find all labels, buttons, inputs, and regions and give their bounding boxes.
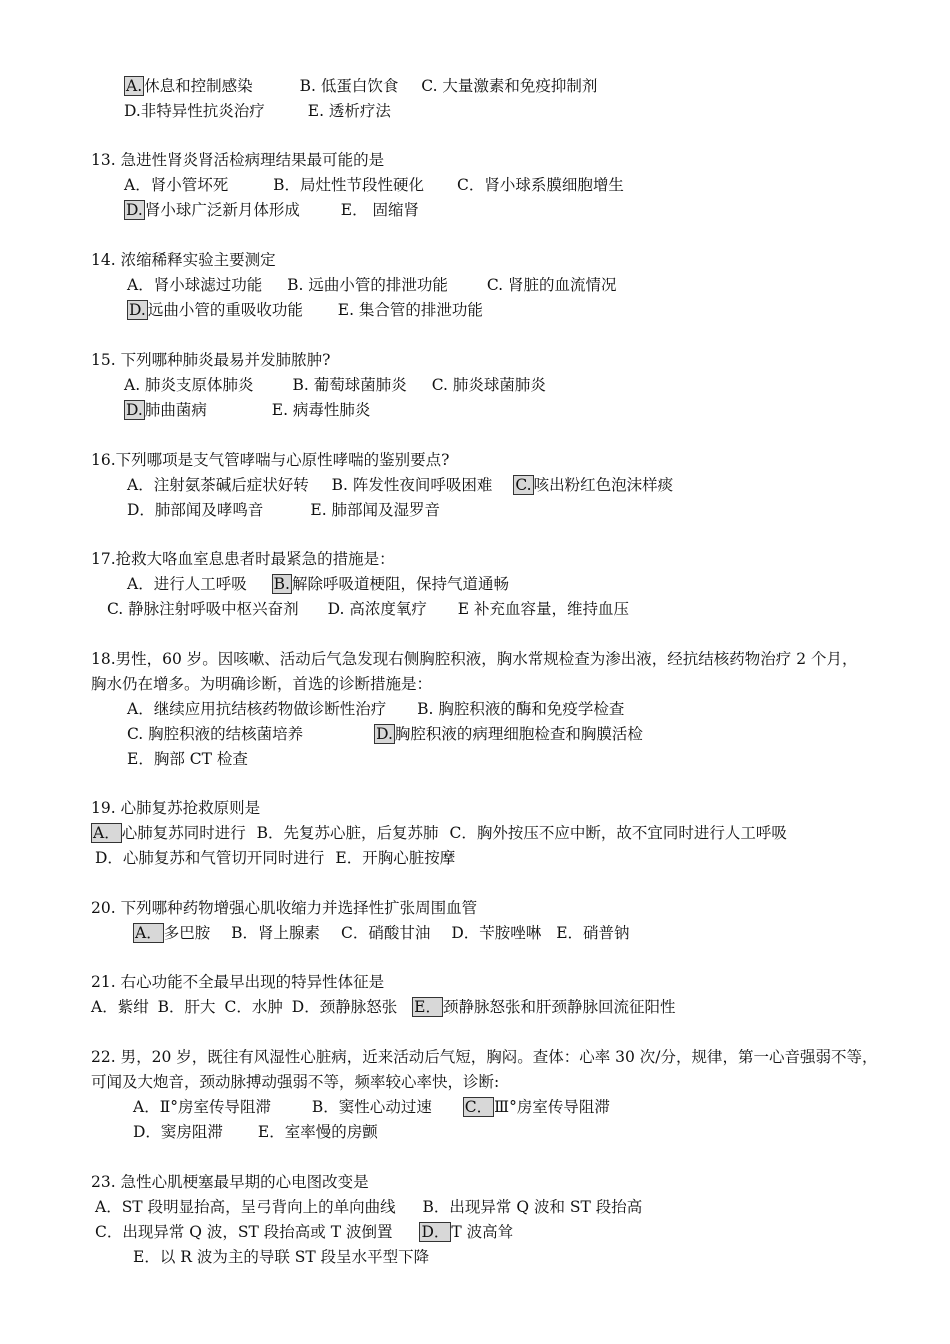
q14-option-b[interactable]: B. 远曲小管的排泄功能 [287,276,448,294]
q13-option-b[interactable]: B．局灶性节段性硬化 [273,176,425,194]
q12-option-d[interactable]: D.非特异性抗炎治疗 [124,102,265,120]
q16-option-c[interactable]: 咳出粉红色泡沫样痰 [533,476,674,494]
q18-option-b[interactable]: B. 胸腔积液的酶和免疫学检查 [417,700,625,718]
q20-option-a[interactable]: 多巴胺 [163,924,211,942]
q15-answer-marker[interactable]: D. [126,401,143,419]
q15-option-d[interactable]: 肺曲菌病 [144,401,207,419]
q19-stem: 19. 心肺复苏抢救原则是 [91,799,261,817]
q18-stem-line1: 18.男性，60 岁。因咳嗽、活动后气急发现右侧胸腔积液，胸水常规检查为渗出液，经抗结核药物治疗 2 个月， [91,650,858,668]
q17-option-e[interactable]: E 补充血容量，维持血压 [457,600,630,618]
q21-stem: 21. 右心功能不全最早出现的特异性体征是 [91,973,385,991]
q19-row2 [95,848,455,868]
q16-row1 [127,475,673,495]
q21-option-d[interactable]: D．颈静脉怒张 [291,998,398,1016]
q12-row1 [124,76,597,96]
q13-row1 [124,175,624,195]
q21-row1 [91,997,676,1017]
q14-option-d[interactable]: 远曲小管的重吸收功能 [147,301,303,319]
q13-row2 [124,200,419,220]
q13-stem: 13. 急进性肾炎肾活检病理结果最可能的是 [91,151,385,169]
q17-option-d[interactable]: D. 高浓度氧疗 [327,600,427,618]
q15-row2 [124,400,370,420]
q16-row2 [127,500,440,520]
q13-answer-marker[interactable]: D. [126,201,143,219]
q18-option-a[interactable]: A．继续应用抗结核药物做诊断性治疗 [127,700,387,718]
q19-option-a[interactable]: 心肺复苏同时进行 [121,824,246,842]
q21-option-b[interactable]: B．肝大 [157,998,216,1016]
q20-option-b[interactable]: B．肾上腺素 [231,924,321,942]
q22-option-a[interactable]: A．Ⅱ°房室传导阻滞 [133,1098,271,1116]
q15-row1 [124,375,546,395]
q20-stem: 20. 下列哪种药物增强心肌收缩力并选择性扩张周围血管 [91,899,478,917]
q18-row1 [127,699,624,719]
q22-answer-marker[interactable]: C． [464,1098,493,1116]
q21-option-a[interactable]: A．紫绀 [91,998,149,1016]
q19-answer-marker[interactable]: A． [93,824,120,842]
q23-row2 [95,1222,513,1242]
q20-answer-marker[interactable]: A． [135,924,162,942]
q22-stem-line1: 22. 男，20 岁，既往有风湿性心脏病，近来活动后气短，胸闷。查体：心率 30 次/分，规律，第一心音强弱不等， [91,1048,878,1066]
q17-row2 [107,599,629,619]
q13-option-d[interactable]: 肾小球广泛新月体形成 [144,201,300,219]
q22-option-c[interactable]: Ⅲ°房室传导阻滞 [494,1098,610,1116]
q13-option-a[interactable]: A．肾小管坏死 [124,176,229,194]
q16-option-b[interactable]: B. 阵发性夜间呼吸困难 [331,476,493,494]
q19-option-e[interactable]: E．开胸心脏按摩 [335,849,456,867]
q17-option-a[interactable]: A．进行人工呼吸 [127,575,247,593]
q16-option-a[interactable]: A．注射氨茶碱后症状好转 [127,476,309,494]
q23-option-e[interactable]: E．以 R 波为主的导联 ST 段呈水平型下降 [133,1248,430,1266]
q15-option-e[interactable]: E. 病毒性肺炎 [271,401,371,419]
q21-option-e[interactable]: 颈静脉怒张和肝颈静脉回流征阳性 [442,998,676,1016]
q22-stem-line2: 可闻及大炮音，颈动脉搏动强弱不等，频率较心率快，诊断: [91,1073,500,1091]
q13-option-e[interactable]: E． 固缩肾 [340,201,420,219]
q18-answer-marker[interactable]: D. [376,725,393,743]
q18-stem-line2: 胸水仍在增多。为明确诊断，首选的诊断措施是： [91,675,433,693]
q23-stem: 23. 急性心肌梗塞最早期的心电图改变是 [91,1173,369,1191]
q18-option-d[interactable]: 胸腔积液的病理细胞检查和胸膜活检 [394,725,643,743]
q12-answer-marker[interactable]: A. [126,77,143,95]
q20-option-c[interactable]: C．硝酸甘油 [341,924,431,942]
q12-row2 [124,101,391,121]
q23-option-b[interactable]: B．出现异常 Q 波和 ST 段抬高 [422,1198,643,1216]
q17-row1 [127,574,509,594]
q18-option-c[interactable]: C. 胸腔积液的结核菌培养 [127,725,304,743]
q20-row1 [133,923,630,943]
q15-option-b[interactable]: B. 葡萄球菌肺炎 [292,376,407,394]
q19-option-d[interactable]: D．心肺复苏和气管切开同时进行 [95,849,325,867]
q18-row2 [127,724,643,744]
q22-option-d[interactable]: D．窦房阻滞 [133,1123,223,1141]
q17-option-c[interactable]: C. 静脉注射呼吸中枢兴奋剂 [107,600,299,618]
q17-option-b[interactable]: 解除呼吸道梗阻，保持气道通畅 [291,575,509,593]
q17-answer-marker[interactable]: B. [273,575,290,593]
q20-option-e[interactable]: E．硝普钠 [556,924,630,942]
q19-row1 [91,823,787,843]
q14-answer-marker[interactable]: D. [129,301,146,319]
q23-option-c[interactable]: C．出现异常 Q 波，ST 段抬高或 T 波倒置 [95,1223,393,1241]
q14-option-a[interactable]: A．肾小球滤过功能 [127,276,263,294]
q15-stem: 15. 下列哪种肺炎最易并发肺脓肿? [91,351,331,369]
q14-stem: 14. 浓缩稀释实验主要测定 [91,251,276,269]
q21-answer-marker[interactable]: E． [414,998,441,1016]
q14-option-e[interactable]: E. 集合管的排泄功能 [337,301,483,319]
q23-option-d[interactable]: T 波高耸 [451,1223,514,1241]
q16-option-d[interactable]: D．肺部闻及哮鸣音 [127,501,264,519]
q21-option-c[interactable]: C．水肿 [224,998,283,1016]
q22-row2 [133,1122,378,1142]
q19-option-c[interactable]: C．胸外按压不应中断，故不宜同时进行人工呼吸 [449,824,787,842]
q16-answer-marker[interactable]: C. [515,476,532,494]
q17-stem: 17.抢救大咯血室息患者时最紧急的措施是： [91,550,395,568]
q23-answer-marker[interactable]: D． [421,1223,450,1241]
q14-row2 [127,300,483,320]
q15-option-c[interactable]: C. 肺炎球菌肺炎 [431,376,546,394]
q22-row1 [133,1097,610,1117]
q22-option-e[interactable]: E．室率慢的房颤 [257,1123,378,1141]
q18-option-e[interactable]: E．胸部 CT 检查 [127,750,248,768]
q12-option-c[interactable]: C. 大量激素和免疫抑制剂 [421,77,598,95]
q12-option-b[interactable]: B. 低蛋白饮食 [299,77,399,95]
q15-option-a[interactable]: A. 肺炎支原体肺炎 [124,376,254,394]
q12-option-a[interactable]: 休息和控制感染 [144,77,253,95]
q23-option-a[interactable]: A．ST 段明显抬高，呈弓背向上的单向曲线 [95,1198,396,1216]
q22-option-b[interactable]: B．窦性心动过速 [311,1098,432,1116]
q14-row1 [127,275,617,295]
q19-option-b[interactable]: B．先复苏心脏，后复苏肺 [256,824,439,842]
q13-option-c[interactable]: C．肾小球系膜细胞增生 [456,176,624,194]
q12-option-e[interactable]: E. 透析疗法 [307,102,391,120]
q20-option-d[interactable]: D．苄胺唑啉 [451,924,542,942]
q16-stem: 16.下列哪项是支气管哮喘与心原性哮喘的鉴别要点? [91,451,450,469]
q23-row1 [95,1197,642,1217]
q14-option-c[interactable]: C. 肾脏的血流情况 [486,276,617,294]
q16-option-e[interactable]: E. 肺部闻及湿罗音 [310,501,441,519]
